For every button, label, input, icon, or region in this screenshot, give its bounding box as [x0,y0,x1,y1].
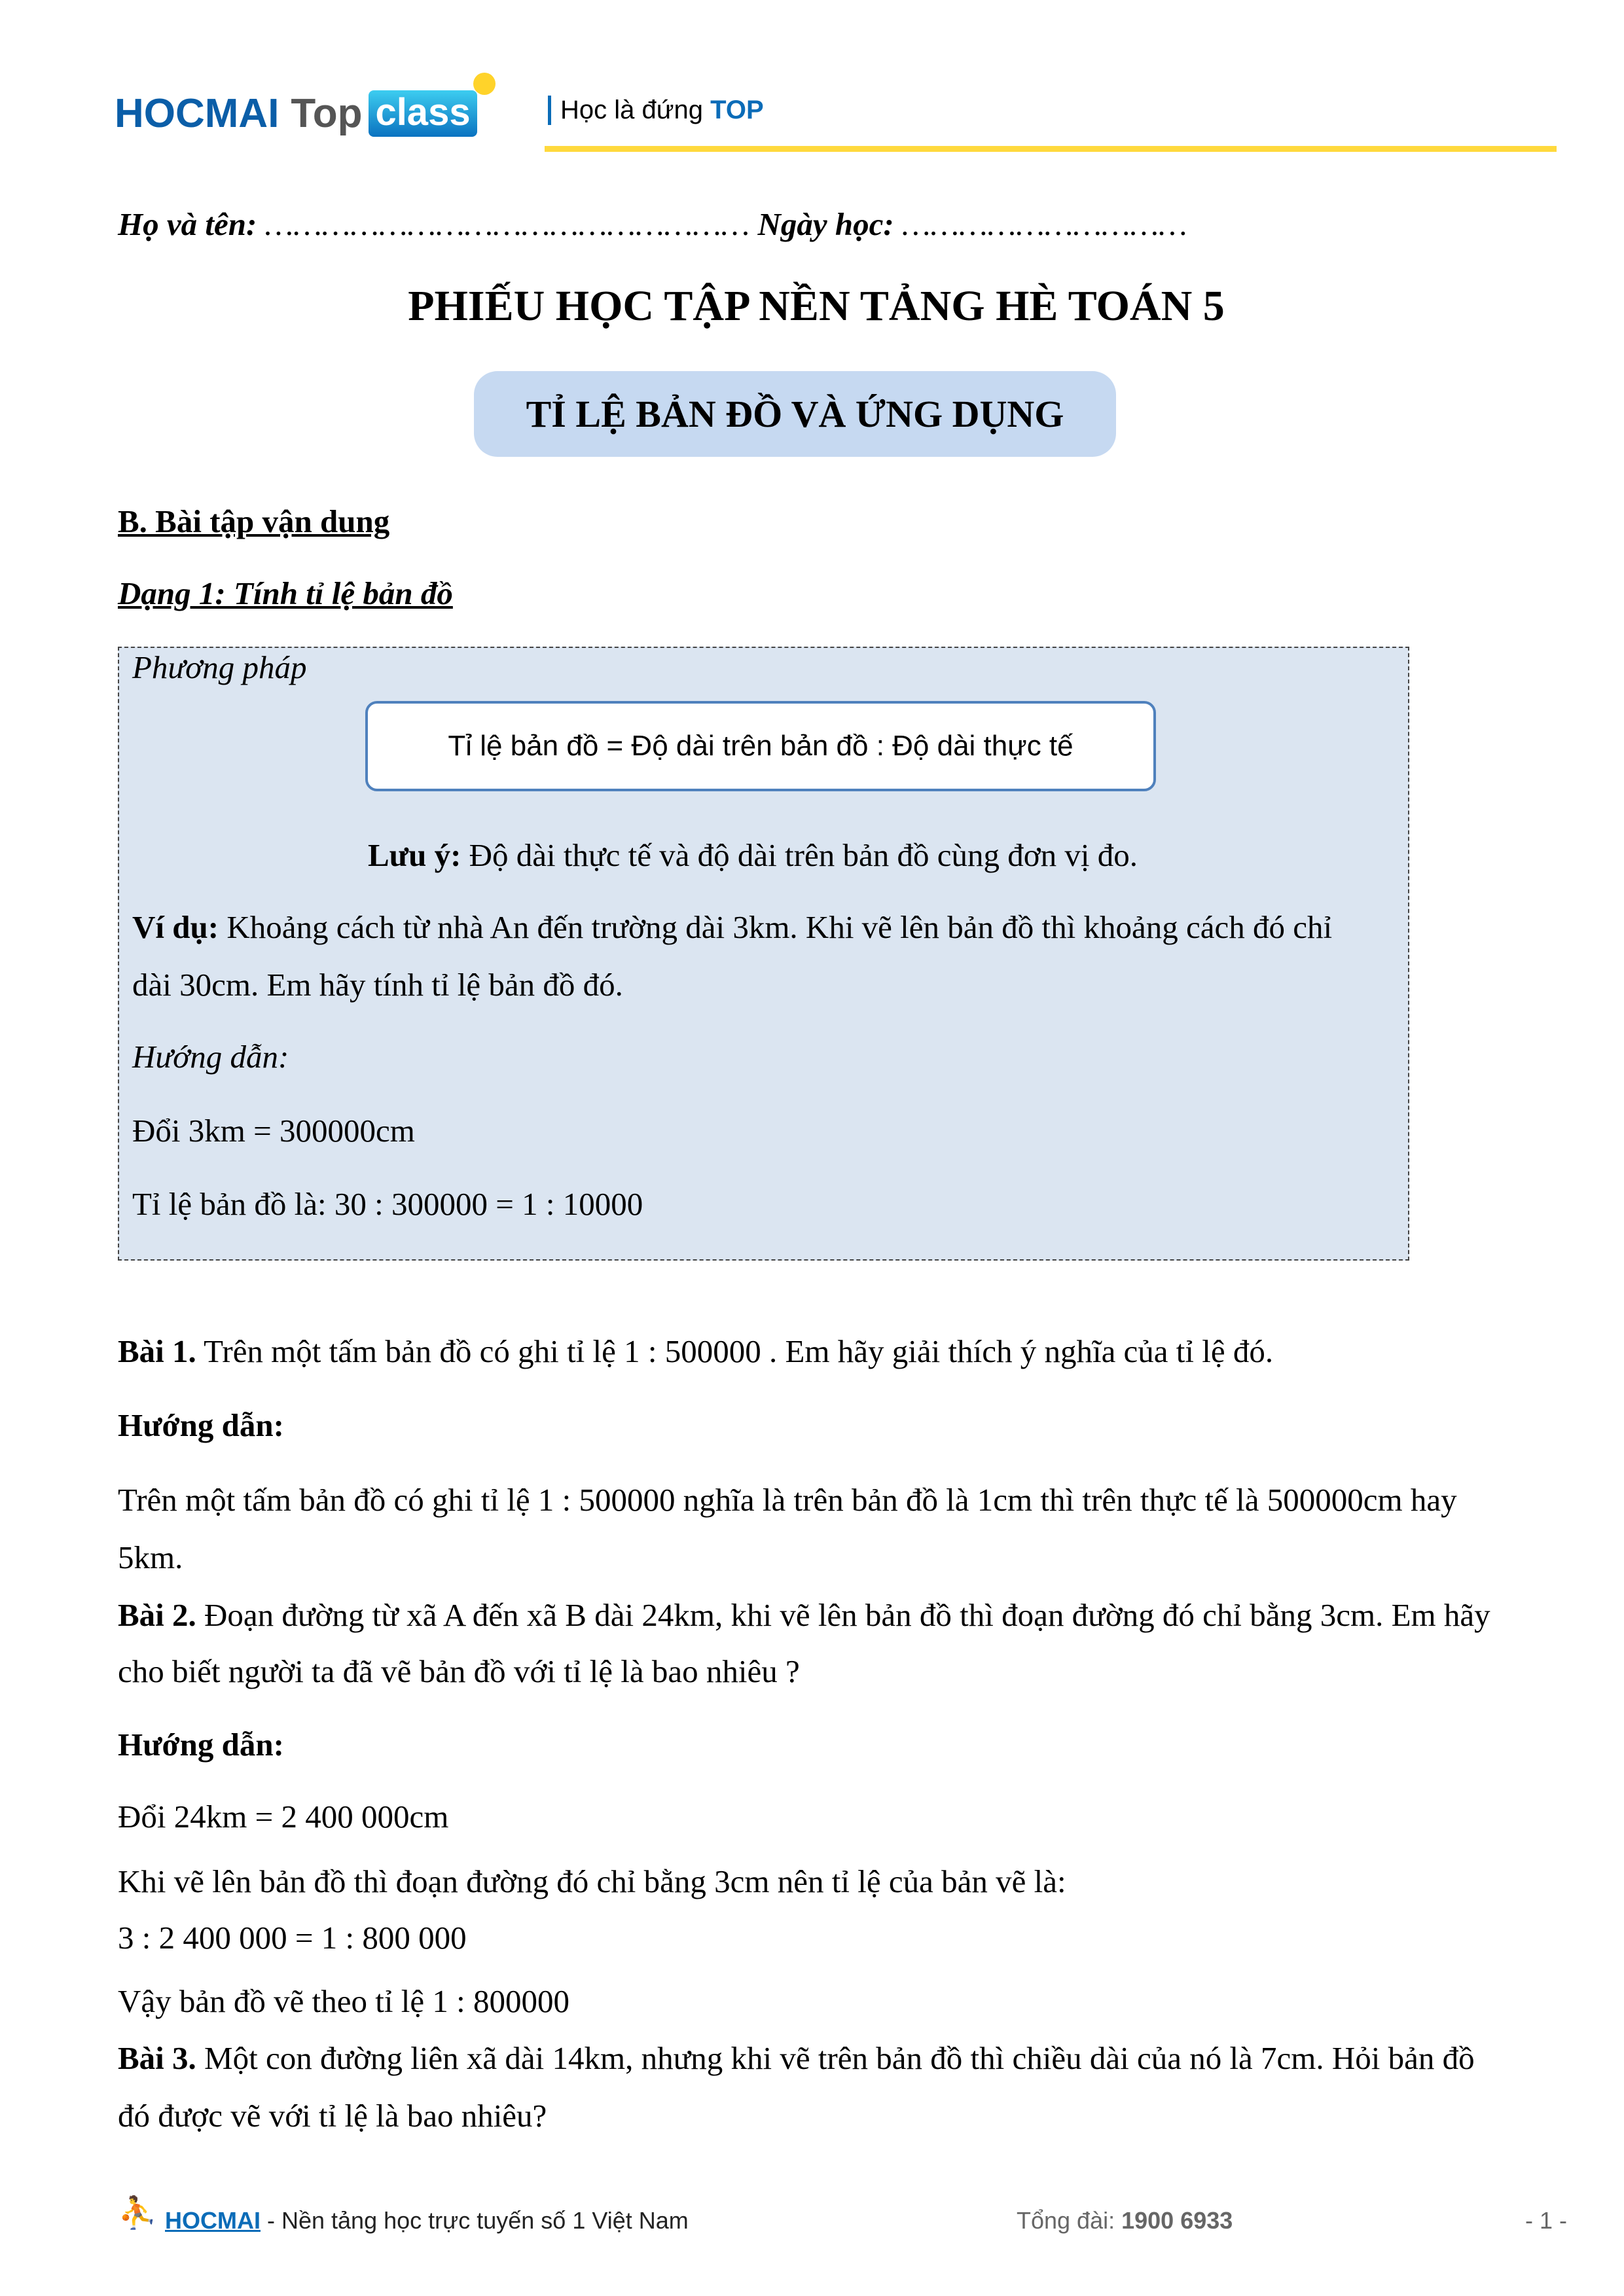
exercise-text-cont: đó được vẽ với tỉ lệ là bao nhiêu? [118,2098,547,2134]
example-label: Ví dụ: [132,909,219,945]
exercise-2 [118,1599,1490,1631]
student-info-line [118,208,1187,240]
example-cont: dài 30cm. Em hãy tính tỉ lệ bản đồ đó. [132,967,623,1003]
footer-hotline [1017,2207,1233,2234]
answer-line: Khi vẽ lên bản đồ thì đoạn đường đó chỉ bằng 3cm nên tỉ lệ của bản vẽ là: [118,1863,1066,1899]
exercise-label: Bài 2. [118,1597,196,1633]
exercise-text: Một con đường liên xã dài 14km, nhưng khi vẽ trên bản đồ thì chiều dài của nó là 7cm. Hỏi bản đồ [196,2040,1475,2076]
answer-line: Trên một tấm bản đồ có ghi tỉ lệ 1 : 500000 nghĩa là trên bản đồ là 1cm thì trên thực tế là 500000cm hay [118,1482,1457,1518]
example [132,911,1332,943]
footer-brand-link[interactable]: HOCMAI [165,2207,261,2234]
example-text: Khoảng cách từ nhà An đến trường dài 3km. Khi vẽ lên bản đồ thì khoảng cách đó chỉ [219,909,1333,945]
tagline-highlight: TOP [710,96,764,124]
topic-title: TỈ LỆ BẢN ĐỒ VÀ ỨNG DỤNG [474,371,1116,457]
exercise-label: Bài 3. [118,2040,196,2076]
guide-heading: Hướng dẫn: [118,1727,284,1763]
date-label: Ngày học: [757,206,894,242]
exercise-3 [118,2042,1475,2074]
answer-line: Đổi 24km = 2 400 000cm [118,1799,449,1835]
type-heading: Dạng 1: Tính tỉ lệ bản đồ [118,575,453,611]
formula-box: Tỉ lệ bản đồ = Độ dài trên bản đồ : Độ dài thực tế [365,701,1156,791]
hocmai-person-icon: ⛹ [118,2196,157,2231]
step-1: Đổi 3km = 300000cm [132,1113,415,1149]
guide-heading: Hướng dẫn: [118,1407,284,1443]
footer-slogan: - Nền tảng học trực tuyến số 1 Việt Nam [261,2207,689,2234]
name-label: Họ và tên: [118,206,257,242]
exercise-label: Bài 1. [118,1333,196,1369]
logo-class: class [369,90,477,137]
exercise-text: Đoạn đường từ xã A đến xã B dài 24km, khi vẽ lên bản đồ thì đoạn đường đó chỉ bằng 3cm. Em hãy [196,1597,1490,1633]
name-field: …………………………………………… [264,206,750,242]
page-number: - 1 - [1525,2207,1568,2234]
section-heading: B. Bài tập vận dung [118,503,390,539]
note [368,839,1138,871]
guide-label: Hướng dẫn: [132,1039,289,1075]
tagline [548,96,764,125]
method-label: Phương pháp [132,649,307,685]
exercise-text: Trên một tấm bản đồ có ghi tỉ lệ 1 : 500000 . Em hãy giải thích ý nghĩa của tỉ lệ đó. [196,1333,1274,1369]
answer-line: 3 : 2 400 000 = 1 : 800 000 [118,1920,467,1956]
page-title: PHIẾU HỌC TẬP NỀN TẢNG HÈ TOÁN 5 [408,282,1225,330]
tagline-prefix: Học là đứng [560,96,704,124]
hotline-number: 1900 6933 [1121,2207,1233,2234]
hocmai-topclass-logo [115,84,496,143]
exercise-1 [118,1335,1273,1367]
note-label: Lưu ý: [368,837,461,873]
logo-top: Top [291,90,363,136]
star-badge-icon [473,73,496,95]
hotline-label: Tổng đài: [1017,2207,1122,2234]
header-divider [545,146,1557,152]
step-2: Tỉ lệ bản đồ là: 30 : 300000 = 1 : 10000 [132,1186,643,1222]
exercise-text-cont: cho biết người ta đã vẽ bản đồ với tỉ lệ là bao nhiêu ? [118,1653,800,1689]
note-text: Độ dài thực tế và độ dài trên bản đồ cùng đơn vị đo. [461,837,1138,873]
answer-line: 5km. [118,1539,183,1575]
logo-hocmai: HOCMAI [115,90,280,136]
date-field: ………………………… [901,206,1187,242]
answer-line: Vậy bản đồ vẽ theo tỉ lệ 1 : 800000 [118,1983,569,2019]
footer-left [165,2207,689,2234]
